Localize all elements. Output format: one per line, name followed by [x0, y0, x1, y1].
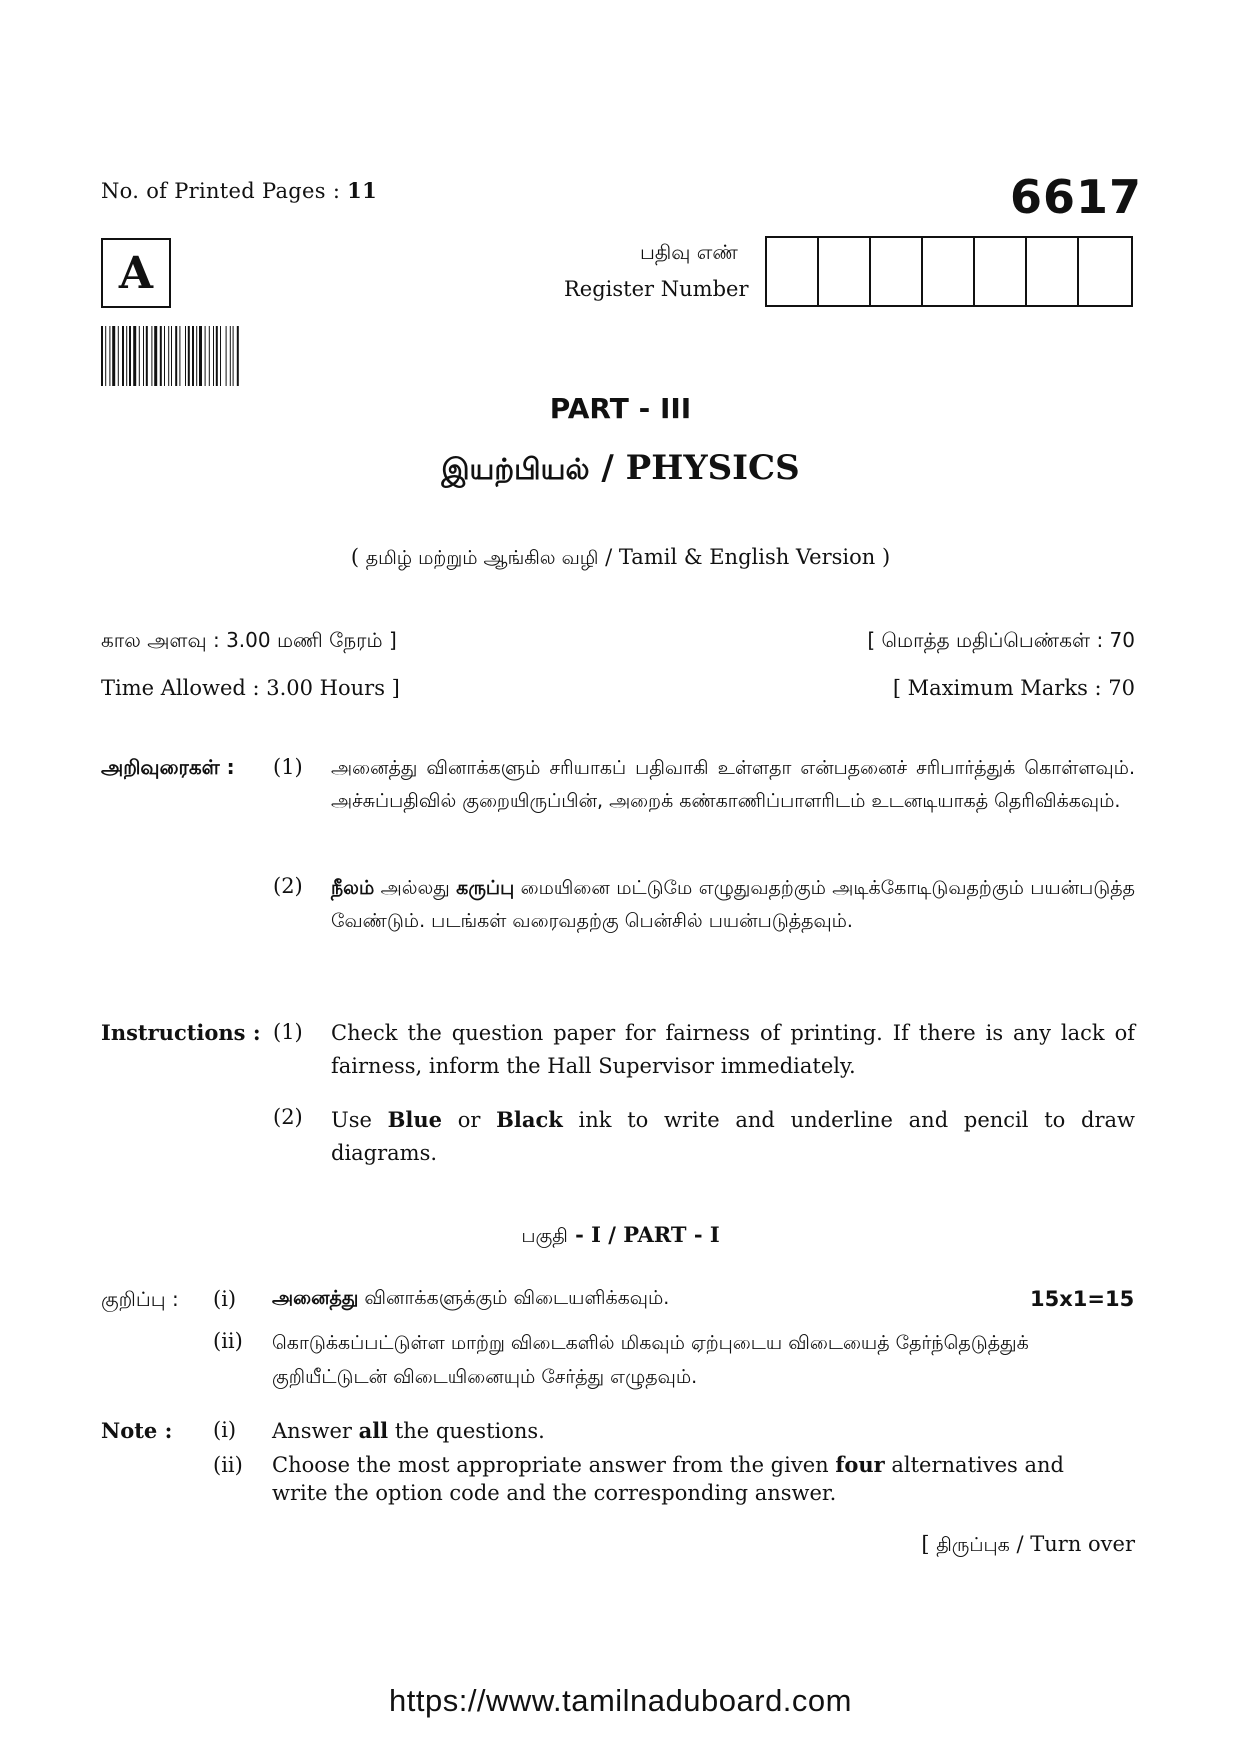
note-text-english-1 [272, 1418, 545, 1443]
subject-title [0, 448, 1241, 490]
time-english: Time Allowed : 3.00 Hours ] [101, 676, 400, 700]
emphasis: Blue [387, 1107, 442, 1132]
text: வினாக்களுக்கும் விடையளிக்கவும். [358, 1287, 670, 1309]
note-label-tamil: குறிப்பு : [101, 1287, 179, 1311]
version-tamil: தமிழ் மற்றும் ஆங்கில வழி [365, 547, 599, 569]
turn-over-english: / Turn over [1009, 1532, 1135, 1556]
part-title: PART - III [549, 392, 692, 425]
note-text-tamil-2: கொடுக்கப்பட்டுள்ள மாற்று விடைகளில் மிகவும் ஏற்புடைய விடையைத் தேர்ந்தெடுத்துக் குறியீட்டுடன் விடையினையும் சேர்த்து எழுதவும். [272, 1332, 1029, 1388]
text: Use [331, 1108, 388, 1132]
version-line [0, 545, 1241, 572]
emphasis: all [358, 1418, 389, 1443]
section-title-tamil: பகுதி [521, 1225, 568, 1247]
note-text-english-2 [272, 1451, 1078, 1507]
register-label-english: Register Number [564, 277, 749, 301]
instruction-number: (1) [273, 1020, 303, 1044]
text: alternatives and write the option code and the corresponding answer. [272, 1453, 1064, 1505]
emphasis: four [835, 1452, 885, 1477]
barcode-image [101, 326, 299, 386]
printed-pages-value: 11 [347, 178, 377, 203]
subject-separator: / [589, 448, 626, 488]
paper-code: 6617 [1010, 170, 1143, 224]
instruction-text-tamil-1: அனைத்து வினாக்களும் சரியாகப் பதிவாகி உள்ளதா என்பதனைச் சரிபார்த்துக் கொள்ளவும். அச்சுப்பதிவில் குறையிருப்பின், அறைக் கண்காணிப்பாளரிடம் உடனடியாகத் தெரிவிக்கவும். [331, 757, 1135, 812]
register-digit-box[interactable] [975, 238, 1027, 305]
instruction-number: (2) [273, 1105, 303, 1129]
register-number-boxes[interactable] [765, 236, 1133, 307]
subject-tamil: இயற்பியல் [441, 452, 590, 486]
turn-over-tamil: திருப்புக [936, 1534, 1010, 1556]
register-digit-box[interactable] [1079, 238, 1131, 305]
note-number: (i) [213, 1287, 237, 1311]
instructions-label-english: Instructions : [101, 1020, 261, 1045]
marks-english: [ Maximum Marks : 70 [892, 676, 1135, 700]
register-label-tamil: பதிவு எண் [640, 240, 738, 264]
series-box: A [101, 238, 171, 308]
note-number: (i) [213, 1418, 237, 1442]
instruction-text-english-1: Check the question paper for fairness of printing. If there is any lack of fairness, inform the Hall Supervisor immediately. [331, 1021, 1135, 1078]
register-digit-box[interactable] [767, 238, 819, 305]
text: ink to write and underline and pencil to draw diagrams. [331, 1108, 1135, 1165]
instruction-number: (2) [273, 874, 303, 898]
text: Answer [272, 1419, 359, 1443]
register-digit-box[interactable] [1027, 238, 1079, 305]
footer-url[interactable]: https://www.tamilnaduboard.com [389, 1683, 852, 1718]
text: the questions. [388, 1419, 545, 1443]
text: or [442, 1108, 497, 1132]
turn-over [880, 1532, 1135, 1559]
register-digit-box[interactable] [819, 238, 871, 305]
time-marks-english [101, 676, 1135, 700]
version-english: / Tamil & English Version ) [598, 545, 891, 569]
instruction-number: (1) [273, 755, 303, 779]
text: அல்லது [374, 877, 457, 899]
note-text-tamil-1 [272, 1287, 669, 1312]
emphasis: கருப்பு [456, 877, 515, 899]
note-number: (ii) [213, 1453, 243, 1477]
section-title-english: - I / PART - I [567, 1222, 720, 1247]
note-label-english: Note : [101, 1418, 173, 1443]
marks-tamil: [ மொத்த மதிப்பெண்கள் : 70 [867, 628, 1135, 652]
emphasis: நீலம் [331, 877, 375, 899]
register-digit-box[interactable] [871, 238, 923, 305]
version-open: ( [350, 545, 366, 569]
instruction-text-english-2 [331, 1103, 1135, 1170]
text: மையினை மட்டுமே எழுதுவதற்கும் அடிக்கோடிடுவதற்கும் பயன்படுத்த வேண்டும். படங்கள் வரைவதற்கு பென்சில் பயன்படுத்தவும். [331, 877, 1135, 932]
instructions-label-tamil: அறிவுரைகள் : [101, 755, 235, 779]
text: Choose the most appropriate answer from the given [272, 1453, 836, 1477]
register-digit-box[interactable] [923, 238, 975, 305]
emphasis: அனைத்து [272, 1287, 359, 1309]
section-marks: 15x1=15 [1030, 1287, 1135, 1311]
emphasis: Black [496, 1107, 563, 1132]
section-title [0, 1222, 1241, 1250]
turn-over-open: [ [921, 1532, 937, 1556]
printed-pages-label: No. of Printed Pages : [101, 179, 348, 203]
subject-english: PHYSICS [625, 448, 800, 488]
printed-pages [101, 178, 377, 203]
time-tamil: கால அளவு : 3.00 மணி நேரம் ] [101, 628, 397, 652]
note-number: (ii) [213, 1329, 243, 1353]
instruction-text-tamil-2 [331, 872, 1135, 938]
time-marks-tamil [101, 628, 1135, 655]
